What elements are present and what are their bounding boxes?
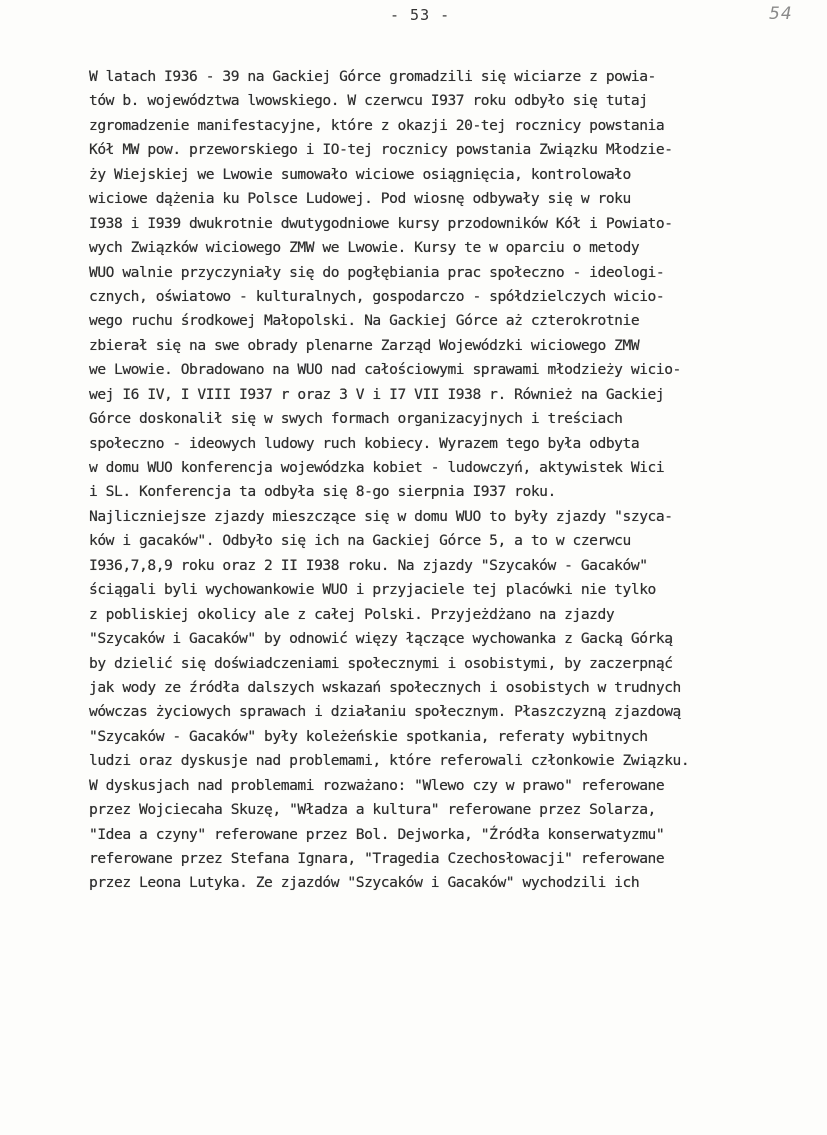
text-line: jak wody ze źródła dalszych wskazań społecznych i osobistych w trudnych — [89, 678, 681, 696]
text-line: cznych, oświatowo - kulturalnych, gospodarczo - spółdzielczych wicio- — [89, 287, 665, 305]
text-line: wego ruchu środkowej Małopolski. Na Gackiej Górce aż czterokrotnie — [89, 312, 640, 330]
text-line: I936,7,8,9 roku oraz 2 II I938 roku. Na zjazdy "Szycaków - Gacaków" — [89, 556, 648, 574]
text-line: ży Wiejskiej we Lwowie sumowało wiciowe osiągnięcia, kontrolowało — [89, 165, 631, 183]
text-line: wiciowe dążenia ku Polsce Ludowej. Pod wiosnę odbywały się w roku — [89, 190, 631, 208]
text-line: Górce doskonalił się w swych formach organizacyjnych i treściach — [89, 410, 623, 428]
text-line: wych Związków wiciowego ZMW we Lwowie. Kursy te w oparciu o metody — [89, 239, 640, 257]
text-line: w domu WUO konferencja wojewódzka kobiet - ludowczyń, aktywistek Wici — [89, 459, 665, 476]
text-line: "Szycaków i Gacaków" by odnowić więzy łączące wychowanka z Gacką Górką — [89, 630, 673, 648]
text-line: przez Wojciecaha Skuzę, "Władza a kultura" referowane przez Solarza, — [89, 801, 656, 819]
text-line: referowane przez Stefana Ignara, "Tragedia Czechosłowacji" referowane — [89, 850, 665, 867]
text-line: Kół MW pow. przeworskiego i IO-tej rocznicy powstania Związku Młodzie- — [89, 141, 673, 159]
text-line: Najliczniejsze zjazdy mieszczące się w domu WUO to były zjazdy "szyca- — [89, 507, 673, 525]
text-line: zbierał się na swe obrady plenarne Zarząd Wojewódzki wiciowego ZMW — [89, 336, 640, 354]
text-line: i SL. Konferencja ta odbyła się 8-go sierpnia I937 roku. — [89, 483, 556, 501]
text-line: ludzi oraz dyskusje nad problemami, które referowali członkowie Związku. — [89, 752, 690, 770]
text-line: wej I6 IV, I VIII I937 r oraz 3 V i I7 VII I938 r. Również na Gackiej — [89, 385, 665, 403]
page-number: - 53 - — [390, 6, 451, 24]
typewritten-body — [89, 65, 825, 896]
text-line: wówczas życiowych sprawach i działaniu społecznym. Płaszczyzną zjazdową — [89, 703, 681, 721]
text-line: z pobliskiej okolicy ale z całej Polski. Przyjeżdżano na zjazdy — [89, 605, 615, 623]
text-line: "Idea a czyny" referowane przez Bol. Dejworka, "Źródła konserwatyzmu" — [89, 825, 665, 843]
text-line: społeczno - ideowych ludowy ruch kobiecy. Wyrazem tego była odbyta — [89, 434, 640, 452]
text-line: we Lwowie. Obradowano na WUO nad całościowymi sprawami młodzieży wicio- — [89, 361, 681, 379]
archive-folio-number: 54 — [769, 4, 793, 24]
text-line: W dyskusjach nad problemami rozważano: "Wlewo czy w prawo" referowane — [89, 776, 665, 794]
text-line: ków i gacaków". Odbyło się ich na Gackiej Górce 5, a to w czerwcu — [89, 532, 631, 550]
text-line: "Szycaków - Gacaków" były koleżeńskie spotkania, referaty wybitnych — [89, 727, 648, 745]
text-line: I938 i I939 dwukrotnie dwutygodniowe kursy przodowników Kół i Powiato- — [89, 214, 673, 232]
text-line: przez Leona Lutyka. Ze zjazdów "Szycaków i Gacaków" wychodzili ich — [89, 874, 640, 892]
text-line: zgromadzenie manifestacyjne, które z okazji 20-tej rocznicy powstania — [89, 116, 665, 134]
text-line: tów b. województwa lwowskiego. W czerwcu I937 roku odbyło się tutaj — [89, 92, 648, 110]
text-line: WUO walnie przyczyniały się do pogłębiania prac społeczno - ideologi- — [89, 263, 665, 281]
text-line: W latach I936 - 39 na Gackiej Górce gromadzili się wiciarze z powia- — [89, 68, 656, 85]
text-line: by dzielić się doświadczeniami społecznymi i osobistymi, by zaczerpnąć — [89, 654, 673, 672]
text-line: ściągali byli wychowankowie WUO i przyjaciele tej placówki nie tylko — [89, 581, 656, 599]
